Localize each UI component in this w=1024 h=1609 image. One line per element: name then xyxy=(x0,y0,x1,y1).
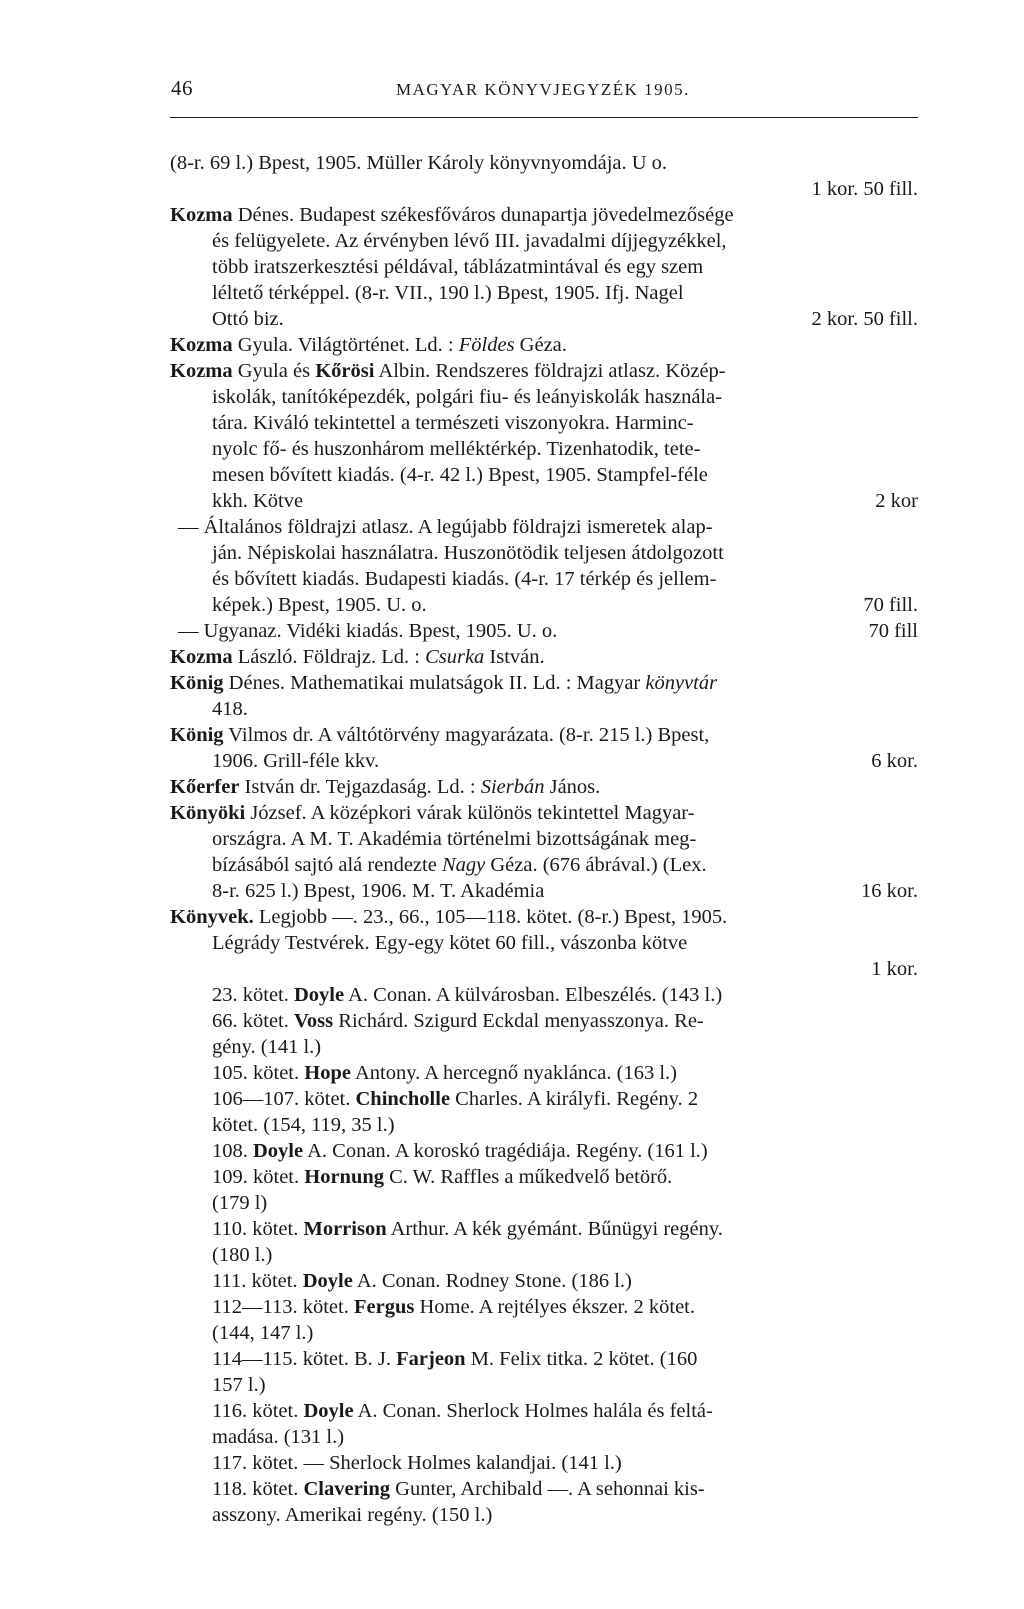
author-name: Könyöki xyxy=(170,802,246,824)
author-name: König xyxy=(170,724,224,746)
author-name: Voss xyxy=(294,1010,334,1032)
price: 70 fill. xyxy=(863,594,918,616)
volume-111: 111. kötet. Doyle A. Conan. Rodney Stone. (186 l.) xyxy=(212,1270,632,1292)
text-line: tára. Kiváló tekintettel a természeti viszonyokra. Harminc- xyxy=(212,412,694,434)
header-rule xyxy=(170,117,918,118)
volume-108: 108. Doyle A. Conan. A koroskó tragédiája. Regény. (161 l.) xyxy=(212,1140,708,1162)
text-line: 8-r. 625 l.) Bpest, 1906. M. T. Akadémia 16 kor. xyxy=(212,880,918,902)
volume-114-115: 114—115. kötet. B. J. Farjeon M. Felix titka. 2 kötet. (160 xyxy=(212,1348,698,1370)
volume-106-107: 106—107. kötet. Chincholle Charles. A királyfi. Regény. 2 xyxy=(212,1088,699,1110)
author-name: Kozma xyxy=(170,334,233,356)
author-name: Kozma xyxy=(170,646,233,668)
author-name: Fergus xyxy=(353,1296,415,1318)
volume-23: 23. kötet. Doyle A. Conan. A külvárosban. Elbeszélés. (143 l.) xyxy=(212,984,723,1006)
price: 1 kor. xyxy=(871,958,918,980)
entry-koerfer: Kőerfer István dr. Tejgazdaság. Ld. : Sierbán János. xyxy=(170,776,601,798)
text-line: — Ugyanaz. Vidéki kiadás. Bpest, 1905. U. o. 70 fill xyxy=(178,620,918,642)
text-line: (144, 147 l.) xyxy=(212,1322,314,1344)
text-line: kötet. (154, 119, 35 l.) xyxy=(212,1114,395,1136)
text-line: — Általános földrajzi atlasz. A legújabb földrajzi ismeretek alap- xyxy=(178,516,713,538)
text-line: kkh. Kötve 2 kor xyxy=(212,490,918,512)
entry-konig-denes: König Dénes. Mathematikai mulatságok II. Ld. : Magyar könyvtár xyxy=(170,672,718,694)
entry-kozma-korosi: Kozma Gyula és Kőrösi Albin. Rendszeres földrajzi atlasz. Közép- xyxy=(170,360,726,382)
text-line: Légrády Testvérek. Egy-egy kötet 60 fill., vászonba kötve xyxy=(212,932,688,954)
volume-116: 116. kötet. Doyle A. Conan. Sherlock Holmes halála és feltá- xyxy=(212,1400,713,1422)
text-line: (8-r. 69 l.) Bpest, 1905. Müller Károly könyvnyomdája. U o. xyxy=(170,152,668,174)
running-title: MAGYAR KÖNYVJEGYZÉK 1905. xyxy=(396,80,690,99)
text-line: és bővített kiadás. Budapesti kiadás. (4-r. 17 térkép és jellem- xyxy=(212,568,717,590)
volume-112-113: 112—113. kötet. Fergus Home. A rejtélyes ékszer. 2 kötet. xyxy=(212,1296,695,1318)
text-line: országra. A M. T. Akadémia történelmi bizottságának meg- xyxy=(212,828,697,850)
volume-105: 105. kötet. Hope Antony. A hercegnő nyaklánca. (163 l.) xyxy=(212,1062,677,1084)
author-name: Doyle xyxy=(303,1400,354,1422)
author-name: König xyxy=(170,672,224,694)
author-name: Hornung xyxy=(304,1166,384,1188)
price: 70 fill xyxy=(868,620,918,642)
volume-117: 117. kötet. — Sherlock Holmes kalandjai. (141 l.) xyxy=(212,1452,622,1474)
volume-110: 110. kötet. Morrison Arthur. A kék gyémánt. Bűnügyi regény. xyxy=(212,1218,723,1240)
text-line: (179 l) xyxy=(212,1192,268,1214)
text-line: madása. (131 l.) xyxy=(212,1426,345,1448)
text-line: 418. xyxy=(212,698,248,720)
volume-109: 109. kötet. Hornung C. W. Raffles a műkedvelő betörő. xyxy=(212,1166,673,1188)
entry-kozma-denes: Kozma Dénes. Budapest székesfőváros dunapartja jövedelmezősége xyxy=(170,204,734,226)
author-name: Könyvek. xyxy=(170,906,254,928)
volume-66: 66. kötet. Voss Richárd. Szigurd Eckdal menyasszonya. Re- xyxy=(212,1010,704,1032)
text-line: képek.) Bpest, 1905. U. o. 70 fill. xyxy=(212,594,918,616)
text-line: mesen bővített kiadás. (4-r. 42 l.) Bpest, 1905. Stampfel-féle xyxy=(212,464,708,486)
text-line: 157 l.) xyxy=(212,1374,266,1396)
volume-118: 118. kötet. Clavering Gunter, Archibald —. A sehonnai kis- xyxy=(212,1478,705,1500)
author-name: Hope xyxy=(304,1062,351,1084)
text-line: Ottó biz. 2 kor. 50 fill. xyxy=(212,308,918,330)
text-line: és felügyelete. Az érvényben lévő III. javadalmi díjjegyzékkel, xyxy=(212,230,727,252)
author-name: Kozma xyxy=(170,360,233,382)
text-line: 1906. Grill-féle kkv. 6 kor. xyxy=(212,750,918,772)
text-line: asszony. Amerikai regény. (150 l.) xyxy=(212,1504,493,1526)
author-name: Doyle xyxy=(253,1140,304,1162)
entry-kozma-gyula: Kozma Gyula. Világtörténet. Ld. : Földes Géza. xyxy=(170,334,567,356)
entry-konig-vilmos: König Vilmos dr. A váltótörvény magyarázata. (8-r. 215 l.) Bpest, xyxy=(170,724,710,746)
author-name: Doyle xyxy=(294,984,345,1006)
author-name: Chincholle xyxy=(355,1088,451,1110)
text-line xyxy=(170,956,918,982)
price: 2 kor xyxy=(875,490,918,512)
page-number: 46 xyxy=(171,76,193,100)
text-line: iskolák, tanítóképezdék, polgári fiu- és leányiskolák használa- xyxy=(212,386,723,408)
text-line: gény. (141 l.) xyxy=(212,1036,322,1058)
author-name: Morrison xyxy=(303,1218,387,1240)
price: 6 kor. xyxy=(871,750,918,772)
text-line: 1 kor. 50 fill. xyxy=(811,178,918,200)
page-header xyxy=(171,76,918,116)
entry-kozma-laszlo: Kozma László. Földrajz. Ld. : Csurka István. xyxy=(170,646,545,668)
text-line: több iratszerkesztési példával, táblázatmintával és egy szem xyxy=(212,256,704,278)
author-name: Kőerfer xyxy=(170,776,240,798)
author-name: Farjeon xyxy=(396,1348,466,1370)
author-name: Kozma xyxy=(170,204,233,226)
bibliography-text xyxy=(170,150,918,1528)
author-name: Doyle xyxy=(302,1270,353,1292)
entry-konyvek: Könyvek. Legjobb —. 23., 66., 105—118. kötet. (8-r.) Bpest, 1905. xyxy=(170,906,728,928)
entry-konyoki: Könyöki József. A középkori várak különös tekintettel Magyar- xyxy=(170,802,695,824)
text-line: léltető térképpel. (8-r. VII., 190 l.) Bpest, 1905. Ifj. Nagel xyxy=(212,282,684,304)
text-line: bízásából sajtó alá rendezte Nagy Géza. (676 ábrával.) (Lex. xyxy=(212,854,707,876)
text-line: ján. Népiskolai használatra. Huszonötödik teljesen átdolgozott xyxy=(212,542,724,564)
author-name: Kőrösi xyxy=(315,360,375,382)
price: 2 kor. 50 fill. xyxy=(811,308,918,330)
text-line: (180 l.) xyxy=(212,1244,273,1266)
price: 16 kor. xyxy=(861,880,918,902)
author-name: Clavering xyxy=(303,1478,391,1500)
text-line: nyolc fő- és huszonhárom melléktérkép. Tizenhatodik, tete- xyxy=(212,438,701,460)
